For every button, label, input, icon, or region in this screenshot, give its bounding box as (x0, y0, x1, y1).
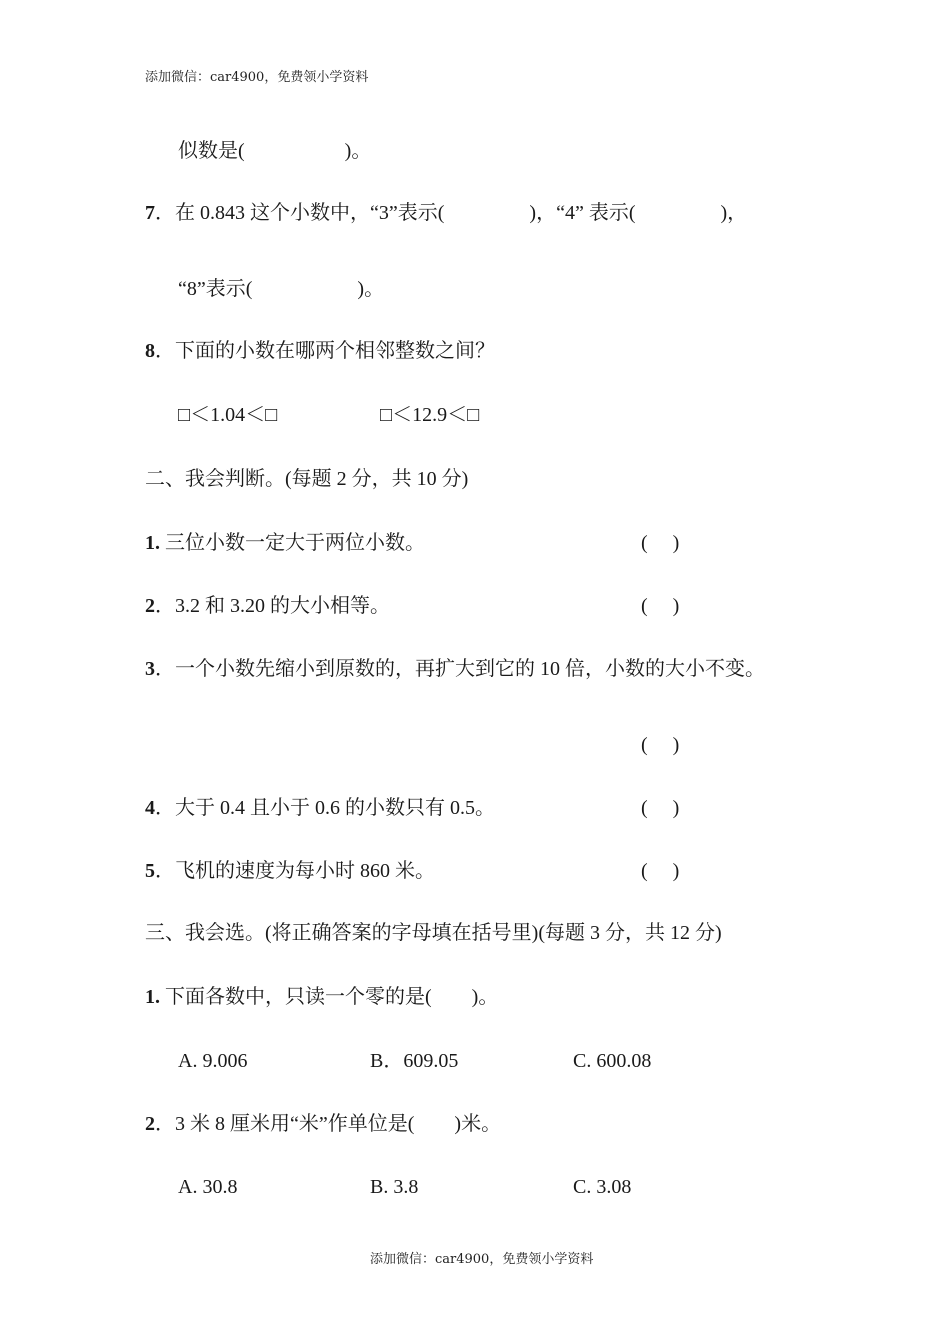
q7-text: ．在 0.843 这个小数中，“3”表示( )，“4” 表示( )， (155, 202, 748, 224)
judge-item-5 (145, 858, 435, 884)
judge-2-text: ．3.2 和 3.20 的大小相等。 (155, 595, 390, 617)
choice-q1 (145, 984, 498, 1010)
judge-1-text: 三位小数一定大于两位小数。 (160, 532, 425, 554)
q8-range-b: □＜12.9＜□ (380, 404, 480, 426)
judge-2-answer-box: ( ) (641, 595, 680, 617)
q6-continuation: 似数是( )。 (178, 140, 372, 162)
judge-3-answer-box: ( ) (641, 734, 680, 756)
page-header-watermark: 添加微信：car4900，免费领小学资料 (145, 70, 369, 85)
q8-text: ．下面的小数在哪两个相邻整数之间？ (155, 340, 495, 362)
page-footer-watermark: 添加微信：car4900，免费领小学资料 (370, 1252, 594, 1267)
judge-1-number: 1. (145, 532, 160, 554)
q7-line1 (145, 200, 747, 226)
judge-5-text: ．飞机的速度为每小时 860 米。 (155, 860, 435, 882)
choice-2-text: ．3 米 8 厘米用“米”作单位是( )米。 (155, 1113, 502, 1135)
q8-question (145, 338, 495, 364)
choice-1-option-b: B．609.05 (370, 1050, 459, 1072)
judge-4-answer-box: ( ) (641, 797, 680, 819)
judge-4-text: ．大于 0.4 且小于 0.6 的小数只有 0.5。 (155, 797, 495, 819)
judge-2-number: 2 (145, 595, 155, 617)
choice-1-option-a: A. 9.006 (178, 1050, 248, 1072)
judge-3-text: ．一个小数先缩小到原数的，再扩大到它的 10 倍，小数的大小不变。 (155, 658, 765, 680)
judge-item-1 (145, 530, 425, 556)
judge-1-answer-box: ( ) (641, 532, 680, 554)
section2-title: 二、我会判断。(每题 2 分，共 10 分) (145, 468, 469, 490)
choice-2-number: 2 (145, 1113, 155, 1135)
q8-number: 8 (145, 340, 155, 362)
q7-line2: “8”表示( )。 (178, 278, 385, 300)
judge-5-number: 5 (145, 860, 155, 882)
judge-item-3 (145, 656, 765, 682)
q7-number: 7 (145, 202, 155, 224)
judge-5-answer-box: ( ) (641, 860, 680, 882)
choice-q2 (145, 1111, 501, 1137)
judge-item-4 (145, 795, 495, 821)
choice-2-option-a: A. 30.8 (178, 1176, 238, 1198)
choice-1-number: 1. (145, 986, 160, 1008)
judge-item-2 (145, 593, 390, 619)
choice-2-option-b: B. 3.8 (370, 1176, 419, 1198)
choice-2-option-c: C. 3.08 (573, 1176, 632, 1198)
section3-title: 三、我会选。(将正确答案的字母填在括号里)(每题 3 分，共 12 分) (145, 922, 722, 944)
judge-3-number: 3 (145, 658, 155, 680)
judge-4-number: 4 (145, 797, 155, 819)
choice-1-option-c: C. 600.08 (573, 1050, 652, 1072)
choice-1-text: 下面各数中，只读一个零的是( )。 (160, 986, 499, 1008)
q8-range-a: □＜1.04＜□ (178, 404, 278, 426)
